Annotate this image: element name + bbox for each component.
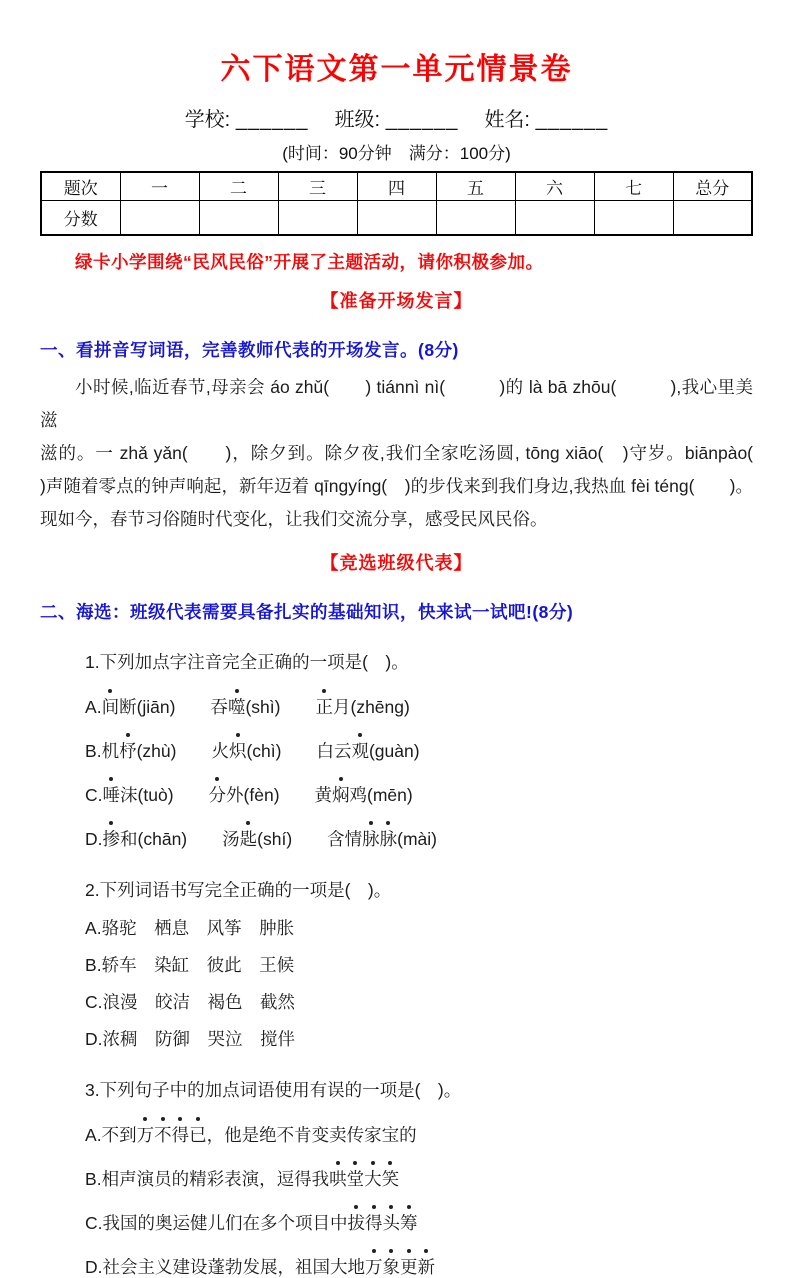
score-empty-cell	[120, 201, 199, 236]
emphasized-char: 观	[351, 741, 369, 761]
question-block	[40, 877, 753, 1050]
paragraph-line: 小时候,临近春节,母亲会 áo zhǔ( ) tiánnì nì( )的 là bā zhōu( ),我心里美滋	[40, 377, 753, 430]
option-row: C.浪漫 皎洁 褐色 截然	[85, 992, 296, 1012]
section-two-heading: 二、海选：班级代表需要具备扎实的基础知识，快来试一试吧!(8分)	[40, 602, 574, 622]
score-table-header-cell: 总分	[673, 172, 752, 201]
score-empty-cell	[673, 201, 752, 236]
school-label: 学校:	[184, 109, 231, 131]
emphasized-char: 不	[154, 1125, 172, 1145]
emphasized-char: 正	[315, 697, 333, 717]
section-one-heading: 一、看拼音写词语，完善教师代表的开场发言。(8分)	[40, 340, 459, 360]
page-title: 六下语文第一单元情景卷	[220, 53, 573, 86]
emphasized-char: 杼	[119, 741, 137, 761]
paragraph-line: )声随着零点的钟声响起，新年迈着 qīngyíng( )的步伐来到我们身边,我热血 fèi téng( )。	[40, 476, 753, 496]
question-stem: 1.下列加点字注音完全正确的一项是( )。	[85, 652, 409, 672]
option-row: B.相声演员的精彩表演，逗得我哄堂大笑	[85, 1169, 400, 1189]
question-stem: 2.下列词语书写完全正确的一项是( )。	[85, 880, 392, 900]
option-row: D.掺和(chān) 汤匙(shí) 含情脉脉(mài)	[85, 829, 437, 849]
questions-container	[40, 649, 753, 1278]
option-row: B.轿车 染缸 彼此 王候	[85, 955, 295, 975]
emphasized-char: 已	[189, 1125, 207, 1145]
score-table-header-row	[41, 172, 752, 201]
score-table-header-cell: 三	[278, 172, 357, 201]
emphasized-char: 堂	[346, 1169, 365, 1189]
score-empty-cell	[436, 201, 515, 236]
score-empty-cell	[357, 201, 436, 236]
question-stem: 3.下列句子中的加点词语使用有误的一项是( )。	[85, 1080, 462, 1100]
emphasized-char: 噬	[227, 697, 246, 717]
emphasized-char: 间	[101, 697, 120, 717]
score-table-header-cell: 二	[199, 172, 278, 201]
emphasized-char: 匙	[239, 829, 258, 849]
option-row: B.机杼(zhù) 火炽(chì) 白云观(guàn)	[85, 741, 420, 761]
paragraph-line: 滋的。一 zhǎ yǎn( )，除夕到。除夕夜,我们全家吃汤圆, tōng xiāo( )守岁。biānpào(	[40, 443, 753, 463]
score-table-header-cell: 七	[594, 172, 673, 201]
question-block	[40, 649, 753, 850]
score-table-header-cell: 六	[515, 172, 594, 201]
intro-note: 绿卡小学围绕“民风民俗”开展了主题活动，请你积极参加。	[75, 252, 544, 272]
class-field	[335, 103, 459, 132]
time-score-line: (时间：90分钟 满分：100分)	[282, 144, 511, 163]
emphasized-char: 脉	[362, 829, 380, 849]
option-row: A.骆驼 栖息 风筝 肿胀	[85, 918, 295, 938]
score-table-header-cell: 四	[357, 172, 436, 201]
name-blank: ______	[535, 109, 609, 131]
emphasized-char: 万	[136, 1125, 155, 1145]
emphasized-char: 炽	[228, 741, 247, 761]
emphasized-char: 唾	[102, 785, 121, 805]
option-row: D.社会主义建设蓬勃发展，祖国大地万象更新	[85, 1257, 436, 1277]
emphasized-char: 头	[382, 1213, 401, 1233]
emphasized-char: 笑	[381, 1169, 400, 1189]
emphasized-char: 万	[365, 1257, 383, 1277]
option-row: D.浓稠 防御 哭泣 搅伴	[85, 1029, 296, 1049]
emphasized-char: 得	[365, 1213, 383, 1233]
score-empty-cell	[199, 201, 278, 236]
score-row-label-cell: 分数	[41, 201, 120, 236]
emphasized-char: 得	[171, 1125, 190, 1145]
score-table-header-cell: 一	[120, 172, 199, 201]
option-row: C.我国的奥运健儿们在多个项目中拔得头筹	[85, 1213, 418, 1233]
emphasized-char: 哄	[329, 1169, 347, 1189]
class-label: 班级:	[334, 109, 381, 131]
score-table	[40, 171, 753, 236]
emphasized-char: 象	[382, 1257, 401, 1277]
score-empty-cell	[515, 201, 594, 236]
question-block	[40, 1077, 753, 1278]
school-field	[185, 103, 309, 132]
name-field	[484, 103, 608, 132]
emphasized-char: 更	[400, 1257, 418, 1277]
emphasized-char: 掺	[102, 829, 121, 849]
option-row: A.间断(jiān) 吞噬(shì) 正月(zhēng)	[85, 697, 410, 717]
banner-election: 【竞选班级代表】	[320, 553, 473, 573]
student-info-line	[40, 103, 753, 132]
score-empty-cell	[594, 201, 673, 236]
option-row: A.不到万不得已，他是绝不肯变卖传家宝的	[85, 1125, 417, 1145]
emphasized-char: 分	[208, 785, 227, 805]
score-table-corner-cell: 题次	[41, 172, 120, 201]
score-table-body	[41, 172, 752, 235]
emphasized-char: 脉	[379, 829, 398, 849]
emphasized-char: 拔	[347, 1213, 366, 1233]
emphasized-char: 新	[417, 1257, 436, 1277]
score-table-header-cell: 五	[436, 172, 515, 201]
score-table-score-row	[41, 201, 752, 236]
emphasized-char: 大	[364, 1169, 382, 1189]
emphasized-char: 焖	[332, 785, 350, 805]
class-blank: ______	[385, 109, 459, 131]
name-label: 姓名:	[484, 109, 530, 131]
score-empty-cell	[278, 201, 357, 236]
paragraph-line: 现如今，春节习俗随时代变化，让我们交流分享，感受民风民俗。	[40, 509, 548, 529]
emphasized-char: 筹	[400, 1213, 418, 1233]
pinyin-paragraph	[40, 371, 753, 536]
school-blank: ______	[235, 109, 309, 131]
banner-prepare: 【准备开场发言】	[320, 291, 473, 311]
option-row: C.唾沫(tuò) 分外(fèn) 黄焖鸡(mēn)	[85, 785, 413, 805]
